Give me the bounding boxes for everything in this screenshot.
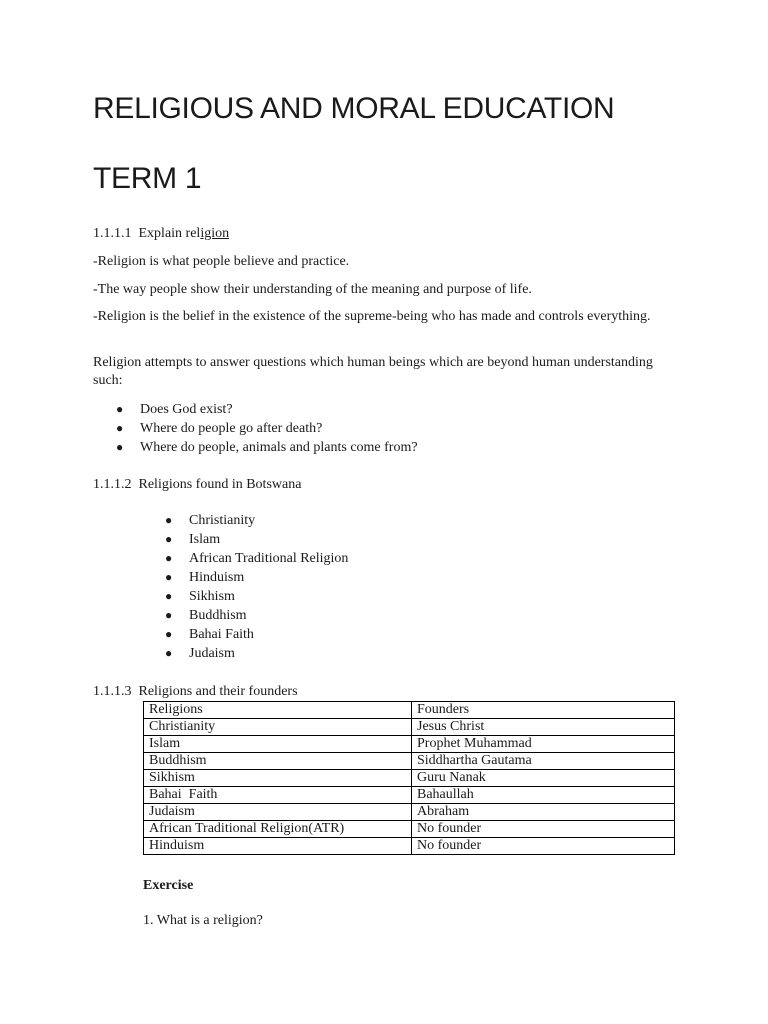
religion-cell: Judaism [144, 804, 412, 821]
section-3-heading [93, 683, 298, 701]
term-heading: TERM 1 [93, 162, 202, 195]
list-item-text: Sikhism [189, 589, 235, 604]
list-item-text: Christianity [189, 513, 256, 528]
list-item-text: Judaism [189, 646, 235, 661]
bullet-icon: ● [165, 513, 173, 527]
section-1-heading-underlined: igion [200, 226, 230, 241]
bullet-icon: ● [165, 570, 173, 584]
founder-cell: Jesus Christ [412, 719, 675, 736]
bullet-icon: ● [165, 551, 173, 565]
bullet-icon: ● [165, 646, 173, 660]
table-row [144, 736, 675, 753]
paragraph: -The way people show their understanding of the meaning and purpose of life. [93, 282, 532, 297]
table-header-row [144, 702, 675, 719]
list-item-text: Bahai Faith [189, 627, 254, 642]
bullet-icon: ● [165, 627, 173, 641]
table-row [144, 787, 675, 804]
exercise-question: 1. What is a religion? [143, 913, 263, 928]
bullet-icon: ● [165, 589, 173, 603]
religion-cell: Islam [144, 736, 412, 753]
table-row [144, 804, 675, 821]
list-item-text: Islam [189, 532, 221, 547]
list-item-text: Buddhism [189, 608, 247, 623]
section-2-heading-text: Religions found in Botswana [138, 477, 302, 492]
table-row [144, 770, 675, 787]
section-1-number: 1.1.1.1 [93, 226, 132, 241]
founders-table [143, 701, 675, 855]
list-item-text: Where do people, animals and plants come from? [140, 440, 418, 455]
list-item-text: Where do people go after death? [140, 421, 323, 436]
list-item-text: Hinduism [189, 570, 245, 585]
founder-cell: Bahaullah [412, 787, 675, 804]
founder-cell: Prophet Muhammad [412, 736, 675, 753]
religion-cell: Sikhism [144, 770, 412, 787]
religion-cell: Christianity [144, 719, 412, 736]
section-3-heading-text: Religions and their founders [138, 684, 298, 699]
list-item-text: Does God exist? [140, 402, 233, 417]
religion-cell: Bahai Faith [144, 787, 412, 804]
founder-cell: Siddhartha Gautama [412, 753, 675, 770]
religion-cell: African Traditional Religion(ATR) [144, 821, 412, 838]
founder-cell: No founder [412, 838, 675, 855]
section-1-heading-text: Explain rel [138, 226, 201, 241]
paragraph: -Religion is what people believe and practice. [93, 254, 350, 269]
founder-cell: Guru Nanak [412, 770, 675, 787]
section-2-heading [93, 476, 301, 494]
bullet-icon: ● [116, 440, 124, 454]
founder-cell: Abraham [412, 804, 675, 821]
table-row [144, 821, 675, 838]
document-title: RELIGIOUS AND MORAL EDUCATION [93, 92, 615, 125]
founder-cell: No founder [412, 821, 675, 838]
section-2-number: 1.1.1.2 [93, 477, 132, 492]
table-row [144, 719, 675, 736]
religion-cell: Buddhism [144, 753, 412, 770]
table-row [144, 838, 675, 855]
column-header: Founders [412, 702, 675, 719]
paragraph: Religion attempts to answer questions which human beings which are beyond human understanding such: [93, 355, 653, 388]
exercise-title: Exercise [143, 878, 194, 893]
religion-cell: Hinduism [144, 838, 412, 855]
bullet-icon: ● [116, 402, 124, 416]
column-header: Religions [144, 702, 412, 719]
section-3-number: 1.1.1.3 [93, 684, 132, 699]
bullet-icon: ● [165, 608, 173, 622]
table-row [144, 753, 675, 770]
paragraph: -Religion is the belief in the existence of the supreme-being who has made and controls everything. [93, 309, 651, 324]
bullet-icon: ● [116, 421, 124, 435]
bullet-icon: ● [165, 532, 173, 546]
section-1-heading [93, 225, 229, 243]
list-item-text: African Traditional Religion [189, 551, 349, 566]
